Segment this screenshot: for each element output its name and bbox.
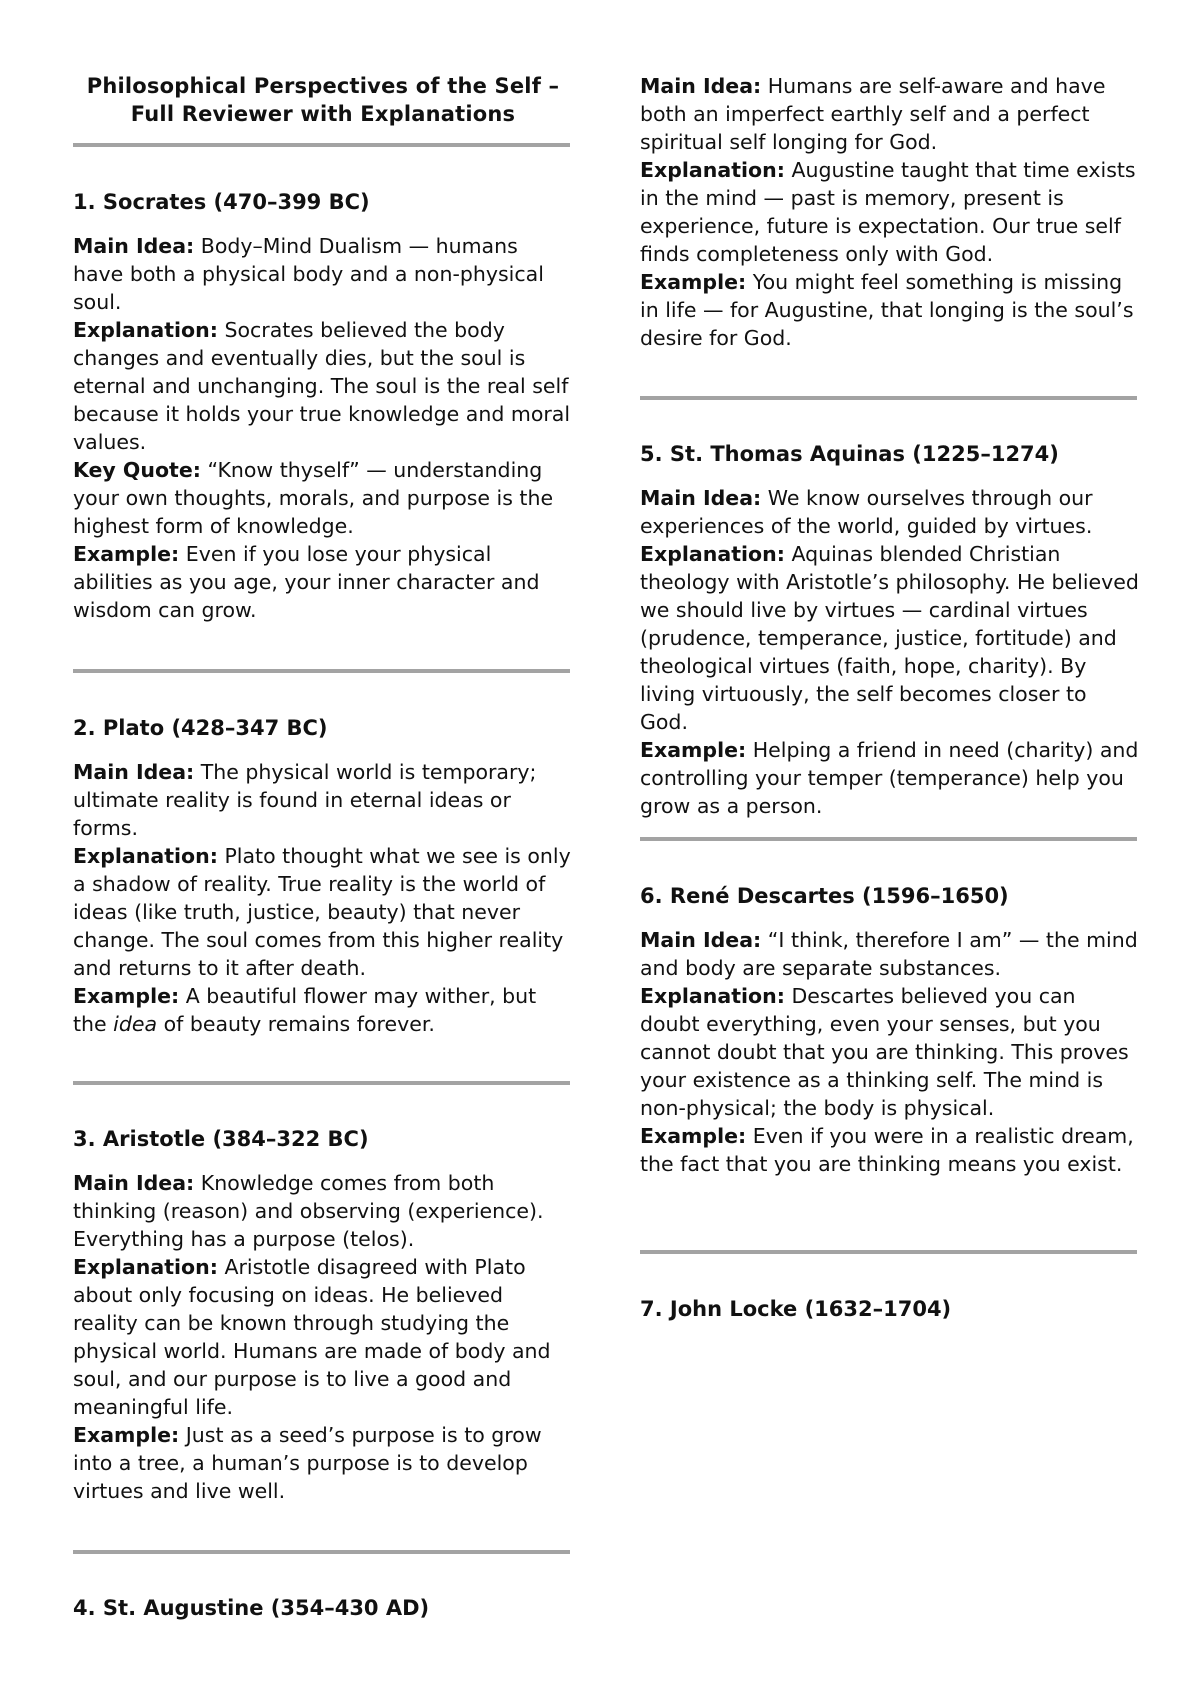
section-divider — [73, 669, 570, 673]
main-idea — [640, 484, 1140, 540]
section-divider — [73, 1081, 570, 1085]
example-text-emphasis: idea — [113, 1012, 158, 1036]
explanation-label: Explanation: — [640, 984, 785, 1008]
section-divider — [73, 1550, 570, 1554]
example-label: Example: — [640, 738, 747, 762]
explanation-text: Plato thought what we see is only a shadow of reality. True reality is the world of ideas (like truth, justice, beauty) that never change. The soul comes from this higher reality and returns to it after death. — [73, 844, 571, 980]
explanation-text: Aristotle disagreed with Plato about only focusing on ideas. He believed reality can be known through studying the physical world. Humans are made of body and soul, and our purpose is to live a good and meaningful life. — [73, 1255, 551, 1419]
example-text: Helping a friend in need (charity) and controlling your temper (temperance) help you grow as a person. — [640, 738, 1139, 818]
main-idea — [73, 232, 573, 316]
main-idea — [640, 72, 1140, 156]
section-body-descartes — [640, 926, 1140, 1178]
example — [73, 982, 573, 1038]
explanation-text: Augustine taught that time exists in the mind — past is memory, present is experience, future is expectation. Our true self finds completeness only with God. — [640, 158, 1136, 266]
example-text: Even if you were in a realistic dream, the fact that you are thinking means you exist. — [640, 1124, 1134, 1176]
example-label: Example: — [73, 1423, 180, 1447]
section-body-augustine — [640, 72, 1140, 352]
example-label: Example: — [73, 542, 180, 566]
example-label: Example: — [640, 270, 747, 294]
main-idea-label: Main Idea: — [73, 1171, 195, 1195]
main-idea-label: Main Idea: — [73, 760, 195, 784]
explanation-text: Socrates believed the body changes and eventually dies, but the soul is eternal and unchanging. The soul is the real self because it holds your true knowledge and moral values. — [73, 318, 571, 454]
example-text-after: of beauty remains forever. — [157, 1012, 435, 1036]
main-idea-label: Main Idea: — [73, 234, 195, 258]
section-body-socrates — [73, 232, 573, 624]
section-body-plato — [73, 758, 573, 1038]
key-quote-text: “Know thyself” — understanding your own thoughts, morals, and purpose is the highest form of knowledge. — [73, 458, 554, 538]
document-title: Philosophical Perspectives of the Self – Full Reviewer with Explanations — [86, 74, 560, 126]
explanation-label: Explanation: — [640, 542, 785, 566]
key-quote-label: Key Quote: — [73, 458, 201, 482]
example — [640, 1122, 1140, 1178]
explanation — [640, 540, 1140, 736]
main-idea-text: Body–Mind Dualism — humans have both a physical body and a non-physical soul. — [73, 234, 544, 314]
example-text-before: A beautiful flower may wither, but the — [73, 984, 537, 1036]
example-text: You might feel something is missing in life — for Augustine, that longing is the soul’s desire for God. — [640, 270, 1134, 350]
main-idea — [73, 758, 573, 842]
explanation — [73, 842, 573, 982]
main-idea-text: We know ourselves through our experiences of the world, guided by virtues. — [640, 486, 1093, 538]
example-text: Just as a seed’s purpose is to grow into a tree, a human’s purpose is to develop virtues and live well. — [73, 1423, 542, 1503]
section-heading-locke: 7. John Locke (1632–1704) — [640, 1297, 952, 1321]
example-label: Example: — [73, 984, 180, 1008]
explanation — [640, 156, 1140, 268]
section-divider — [640, 1250, 1137, 1254]
explanation — [640, 982, 1140, 1122]
explanation-label: Explanation: — [73, 844, 218, 868]
main-idea-text: “I think, therefore I am” — the mind and body are separate substances. — [640, 928, 1138, 980]
explanation-text: Aquinas blended Christian theology with Aristotle’s philosophy. He believed we should live by virtues — cardinal virtues (prudence, temperance, justice, fortitude) and theological virtues (faith, hope, charity). By living virtuously, the self becomes closer to God. — [640, 542, 1139, 734]
explanation — [73, 1253, 573, 1421]
explanation-label: Explanation: — [73, 1255, 218, 1279]
explanation-text: Descartes believed you can doubt everything, even your senses, but you cannot doubt that you are thinking. This proves your existence as a thinking self. The mind is non-physical; the body is physical. — [640, 984, 1129, 1120]
explanation-label: Explanation: — [73, 318, 218, 342]
main-idea-text: Humans are self-aware and have both an imperfect earthly self and a perfect spiritual self longing for God. — [640, 74, 1106, 154]
example — [73, 540, 573, 624]
section-heading-augustine: 4. St. Augustine (354–430 AD) — [73, 1596, 430, 1620]
section-divider — [640, 837, 1137, 841]
example — [640, 736, 1140, 820]
section-heading-aquinas: 5. St. Thomas Aquinas (1225–1274) — [640, 442, 1059, 466]
main-idea-text: Knowledge comes from both thinking (reason) and observing (experience). Everything has a purpose (telos). — [73, 1171, 544, 1251]
key-quote — [73, 456, 573, 540]
section-heading-plato: 2. Plato (428–347 BC) — [73, 716, 328, 740]
section-heading-descartes: 6. René Descartes (1596–1650) — [640, 884, 1009, 908]
section-heading-aristotle: 3. Aristotle (384–322 BC) — [73, 1127, 369, 1151]
example-label: Example: — [640, 1124, 747, 1148]
example — [73, 1421, 573, 1505]
explanation-label: Explanation: — [640, 158, 785, 182]
section-body-aristotle — [73, 1169, 573, 1505]
main-idea-label: Main Idea: — [640, 928, 762, 952]
main-idea — [640, 926, 1140, 982]
section-divider — [73, 143, 570, 147]
section-divider — [640, 396, 1137, 400]
explanation — [73, 316, 573, 456]
main-idea — [73, 1169, 573, 1253]
section-heading-socrates: 1. Socrates (470–399 BC) — [73, 190, 370, 214]
example — [640, 268, 1140, 352]
section-body-aquinas — [640, 484, 1140, 820]
example-text: Even if you lose your physical abilities as you age, your inner character and wisdom can grow. — [73, 542, 540, 622]
main-idea-label: Main Idea: — [640, 74, 762, 98]
main-idea-label: Main Idea: — [640, 486, 762, 510]
main-idea-text: The physical world is temporary; ultimate reality is found in eternal ideas or forms. — [73, 760, 537, 840]
